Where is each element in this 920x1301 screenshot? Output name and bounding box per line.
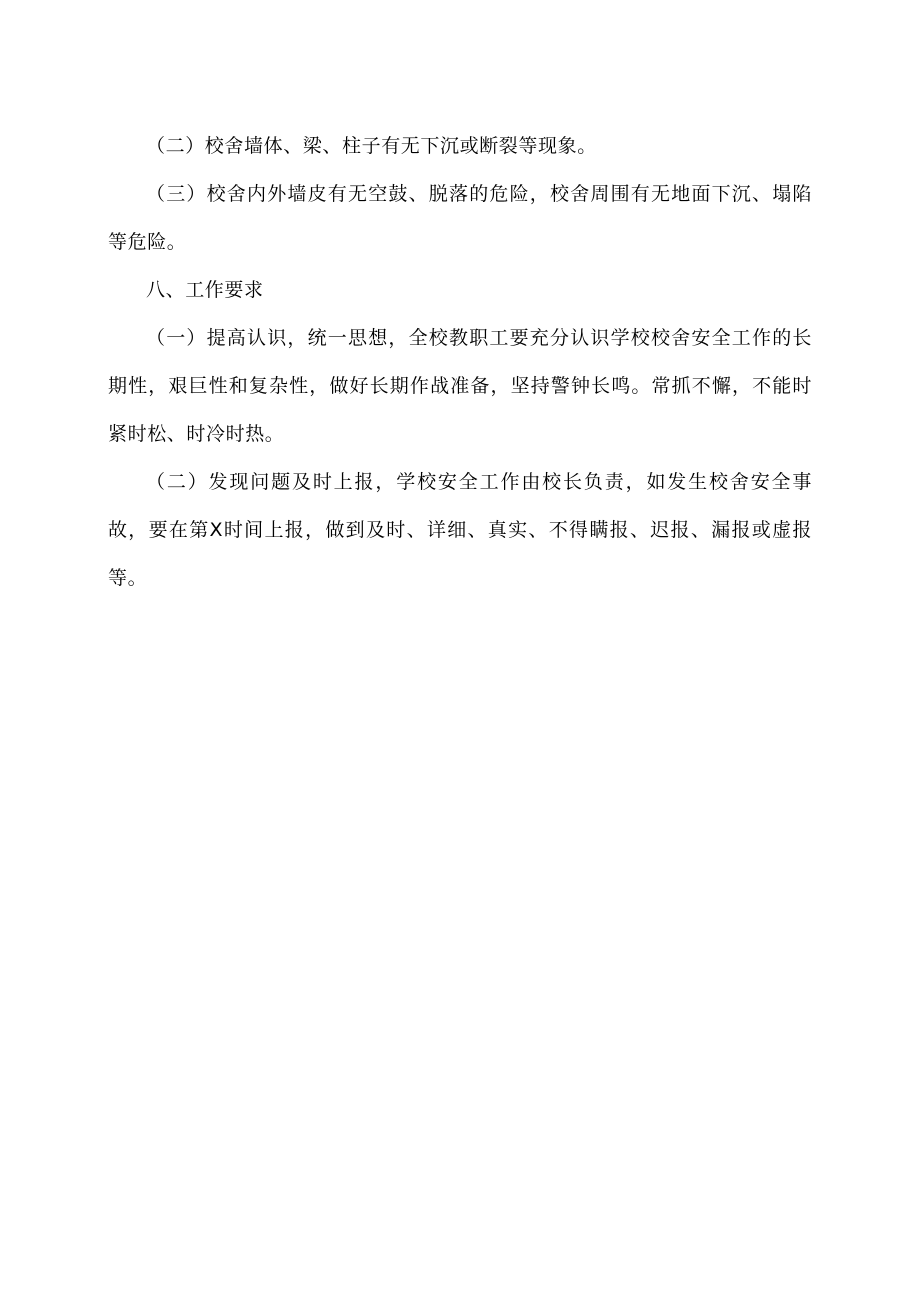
paragraph-report-problems: （二）发现问题及时上报，学校安全工作由校长负责，如发生校舍安全事故，要在第X时间上报，做到及时、详细、真实、不得瞒报、迟报、漏报或虚报等。 [108,471,812,589]
paragraph-check-wall-plaster: （三）校舍内外墙皮有无空鼓、脱落的危险，校舍周围有无地面下沉、塌陷等危险。 [108,183,812,253]
paragraph-raise-awareness: （一）提高认识，统一思想，全校教职工要充分认识学校校舍安全工作的长期性，艰巨性和复杂性，做好长期作战准备，坚持警钟长鸣。常抓不懈，不能时紧时松、时冷时热。 [108,327,812,445]
section-heading-work-requirements: 八、工作要求 [146,279,264,301]
document-body [108,122,812,602]
paragraph-check-walls-beams: （二）校舍墙体、梁、柱子有无下沉或断裂等现象。 [146,135,597,157]
